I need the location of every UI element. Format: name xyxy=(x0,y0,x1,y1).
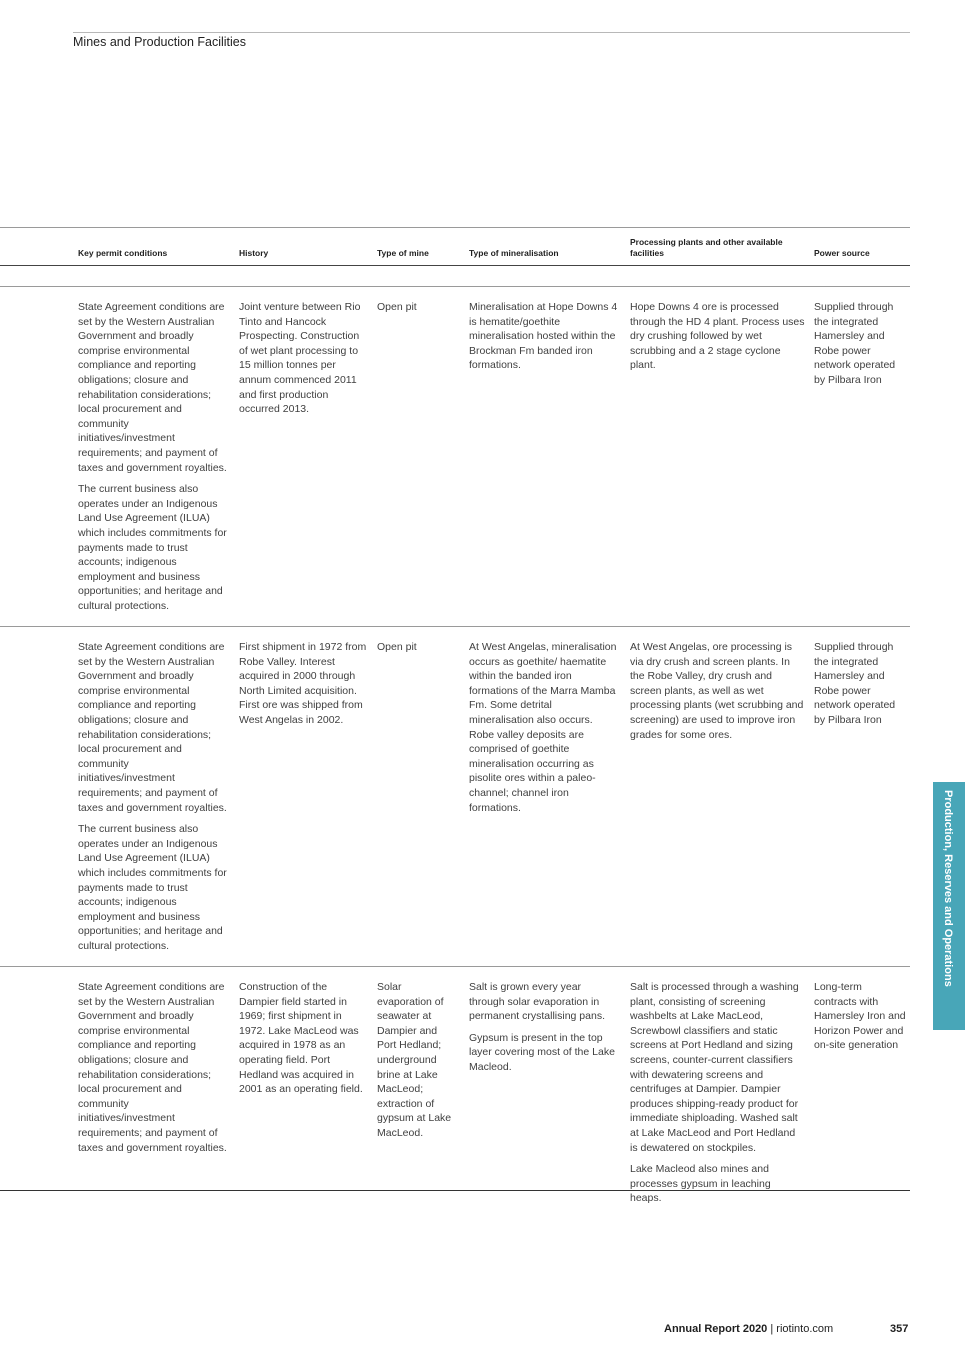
power-cell: Supplied through the integrated Hamersley and Robe power network operated by Pilbara Iron xyxy=(814,301,896,386)
history-cell: Joint venture between Rio Tinto and Hancock Prospecting. Construction of wet plant processing to 15 million tonnes per annum commenced 2011 and first production occurred 2013. xyxy=(239,301,361,416)
table-row xyxy=(0,627,910,967)
permit-text: State Agreement conditions are set by the Western Australian Government and broadly comprise environmental compliance and reporting obligations; closure and rehabilitation considerations; local procurement and community initiatives/investment requirements; and payment of taxes and government royalties. xyxy=(78,301,227,474)
permit-text: State Agreement conditions are set by the Western Australian Government and broadly comprise environmental compliance and reporting obligations; closure and rehabilitation considerations; local procurement and community initiatives/investment requirements; and payment of taxes and government royalties. xyxy=(78,981,227,1154)
processing-text: At West Angelas, ore processing is via dry crush and screen plants. In the Robe Valley, dry crush and screen plants, as well as wet processing plants (wet scrubbing and screening) are used to improve iron grades for some ores. xyxy=(630,641,804,741)
section-side-tab[interactable] xyxy=(933,782,965,1030)
processing-text: Salt is processed through a washing plant, consisting of screening washbelts at Lake MacLeod, Screwbowl classifiers and static screens at Port Hedland and sizing screens, counter-current classifiers with dewatering screens and centrifuges at Dampier. Dampier produces shipping-ready product for immediate shiploading. Washed salt at Lake MacLeod and Port Hedland is dewatered on stockpiles. xyxy=(630,981,799,1154)
page-number: 357 xyxy=(890,1323,909,1335)
mineralisation-text: Gypsum is present in the top layer covering most of the Lake Macleod. xyxy=(469,1031,615,1073)
processing-text: Lake Macleod also mines and processes gypsum in leaching heaps. xyxy=(630,1163,771,1205)
permit-text: State Agreement conditions are set by the Western Australian Government and broadly comprise environmental compliance and reporting obligations; closure and rehabilitation considerations; local procurement and community initiatives/investment requirements; and payment of taxes and government royalties. xyxy=(78,641,227,814)
history-cell: Construction of the Dampier field started in 1969; first shipment in 1972. Lake MacLeod was acquired in 1978 as an operating field. Port Hedland was acquired in 2001 as an operating field. xyxy=(239,981,363,1096)
mineralisation-cell xyxy=(469,300,619,380)
table-header xyxy=(0,227,910,266)
mine-type-cell: Solar evaporation of seawater at Dampier and Port Hedland; underground brine at Lake MacLeod; extraction of gypsum at Lake MacLeod. xyxy=(377,981,452,1139)
permit-cell xyxy=(78,640,228,960)
mineralisation-text: Salt is grown every year through solar evaporation in permanent crystallising pans. xyxy=(469,981,605,1023)
column-header-power: Power source xyxy=(814,248,870,258)
permit-text: The current business also operates under an Indigenous Land Use Agreement (ILUA) which includes commitments for payments made to trust accounts; indigenous employment and business opportunities; and heritage and cultural protections. xyxy=(78,823,227,952)
mineralisation-text: At West Angelas, mineralisation occurs as goethite/ haematite within the banded iron formations of the Marra Mamba Fm. Some detrital mineralisation also occurs. Robe valley deposits are comprised of goethite mineralisation occurring as pisolite ores within a paleo-channel; channel iron formations. xyxy=(469,641,617,814)
facilities-table xyxy=(0,227,910,1205)
table-spacer-row xyxy=(0,266,910,287)
column-header-permit: Key permit conditions xyxy=(78,248,168,258)
column-header-history: History xyxy=(239,248,269,258)
footer-separator: | xyxy=(770,1323,774,1335)
permit-text: The current business also operates under an Indigenous Land Use Agreement (ILUA) which includes commitments for payments made to trust accounts; indigenous employment and business opportunities; and heritage and cultural protections. xyxy=(78,483,227,612)
power-cell: Long-term contracts with Hamersley Iron and Horizon Power and on-site generation xyxy=(814,981,906,1052)
processing-cell xyxy=(630,640,805,749)
mine-type-cell: Open pit xyxy=(377,641,417,653)
side-tab-label: Production, Reserves and Operations xyxy=(942,790,954,987)
history-cell: First shipment in 1972 from Robe Valley. Interest acquired in 2000 through North Limited acquisition. First ore was shipped from West Angelas in 2002. xyxy=(239,641,367,726)
footer-report-title: Annual Report 2020 xyxy=(664,1323,768,1335)
table-row xyxy=(0,967,910,1205)
processing-cell xyxy=(630,300,805,380)
mineralisation-cell xyxy=(469,640,619,822)
page-title: Mines and Production Facilities xyxy=(73,35,246,49)
column-header-mine-type: Type of mine xyxy=(377,248,429,258)
permit-cell xyxy=(78,300,228,620)
mineralisation-cell xyxy=(469,980,619,1082)
top-divider xyxy=(73,32,910,33)
footer-report xyxy=(664,1323,833,1335)
permit-cell xyxy=(78,980,228,1162)
power-cell: Supplied through the integrated Hamersley and Robe power network operated by Pilbara Iron xyxy=(814,641,896,726)
column-header-processing: Processing plants and other available facilities xyxy=(630,237,783,258)
mine-type-cell: Open pit xyxy=(377,301,417,313)
processing-cell xyxy=(630,980,805,1213)
table-row xyxy=(0,287,910,627)
footer-site-link[interactable]: riotinto.com xyxy=(776,1323,834,1335)
column-header-mineralisation: Type of mineralisation xyxy=(469,248,559,258)
mineralisation-text: Mineralisation at Hope Downs 4 is hematite/goethite mineralisation hosted within the Brockman Fm banded iron formations. xyxy=(469,301,618,372)
processing-text: Hope Downs 4 ore is processed through the HD 4 plant. Process uses dry crushing followed by wet scrubbing and a 2 stage cyclone plant. xyxy=(630,301,805,372)
